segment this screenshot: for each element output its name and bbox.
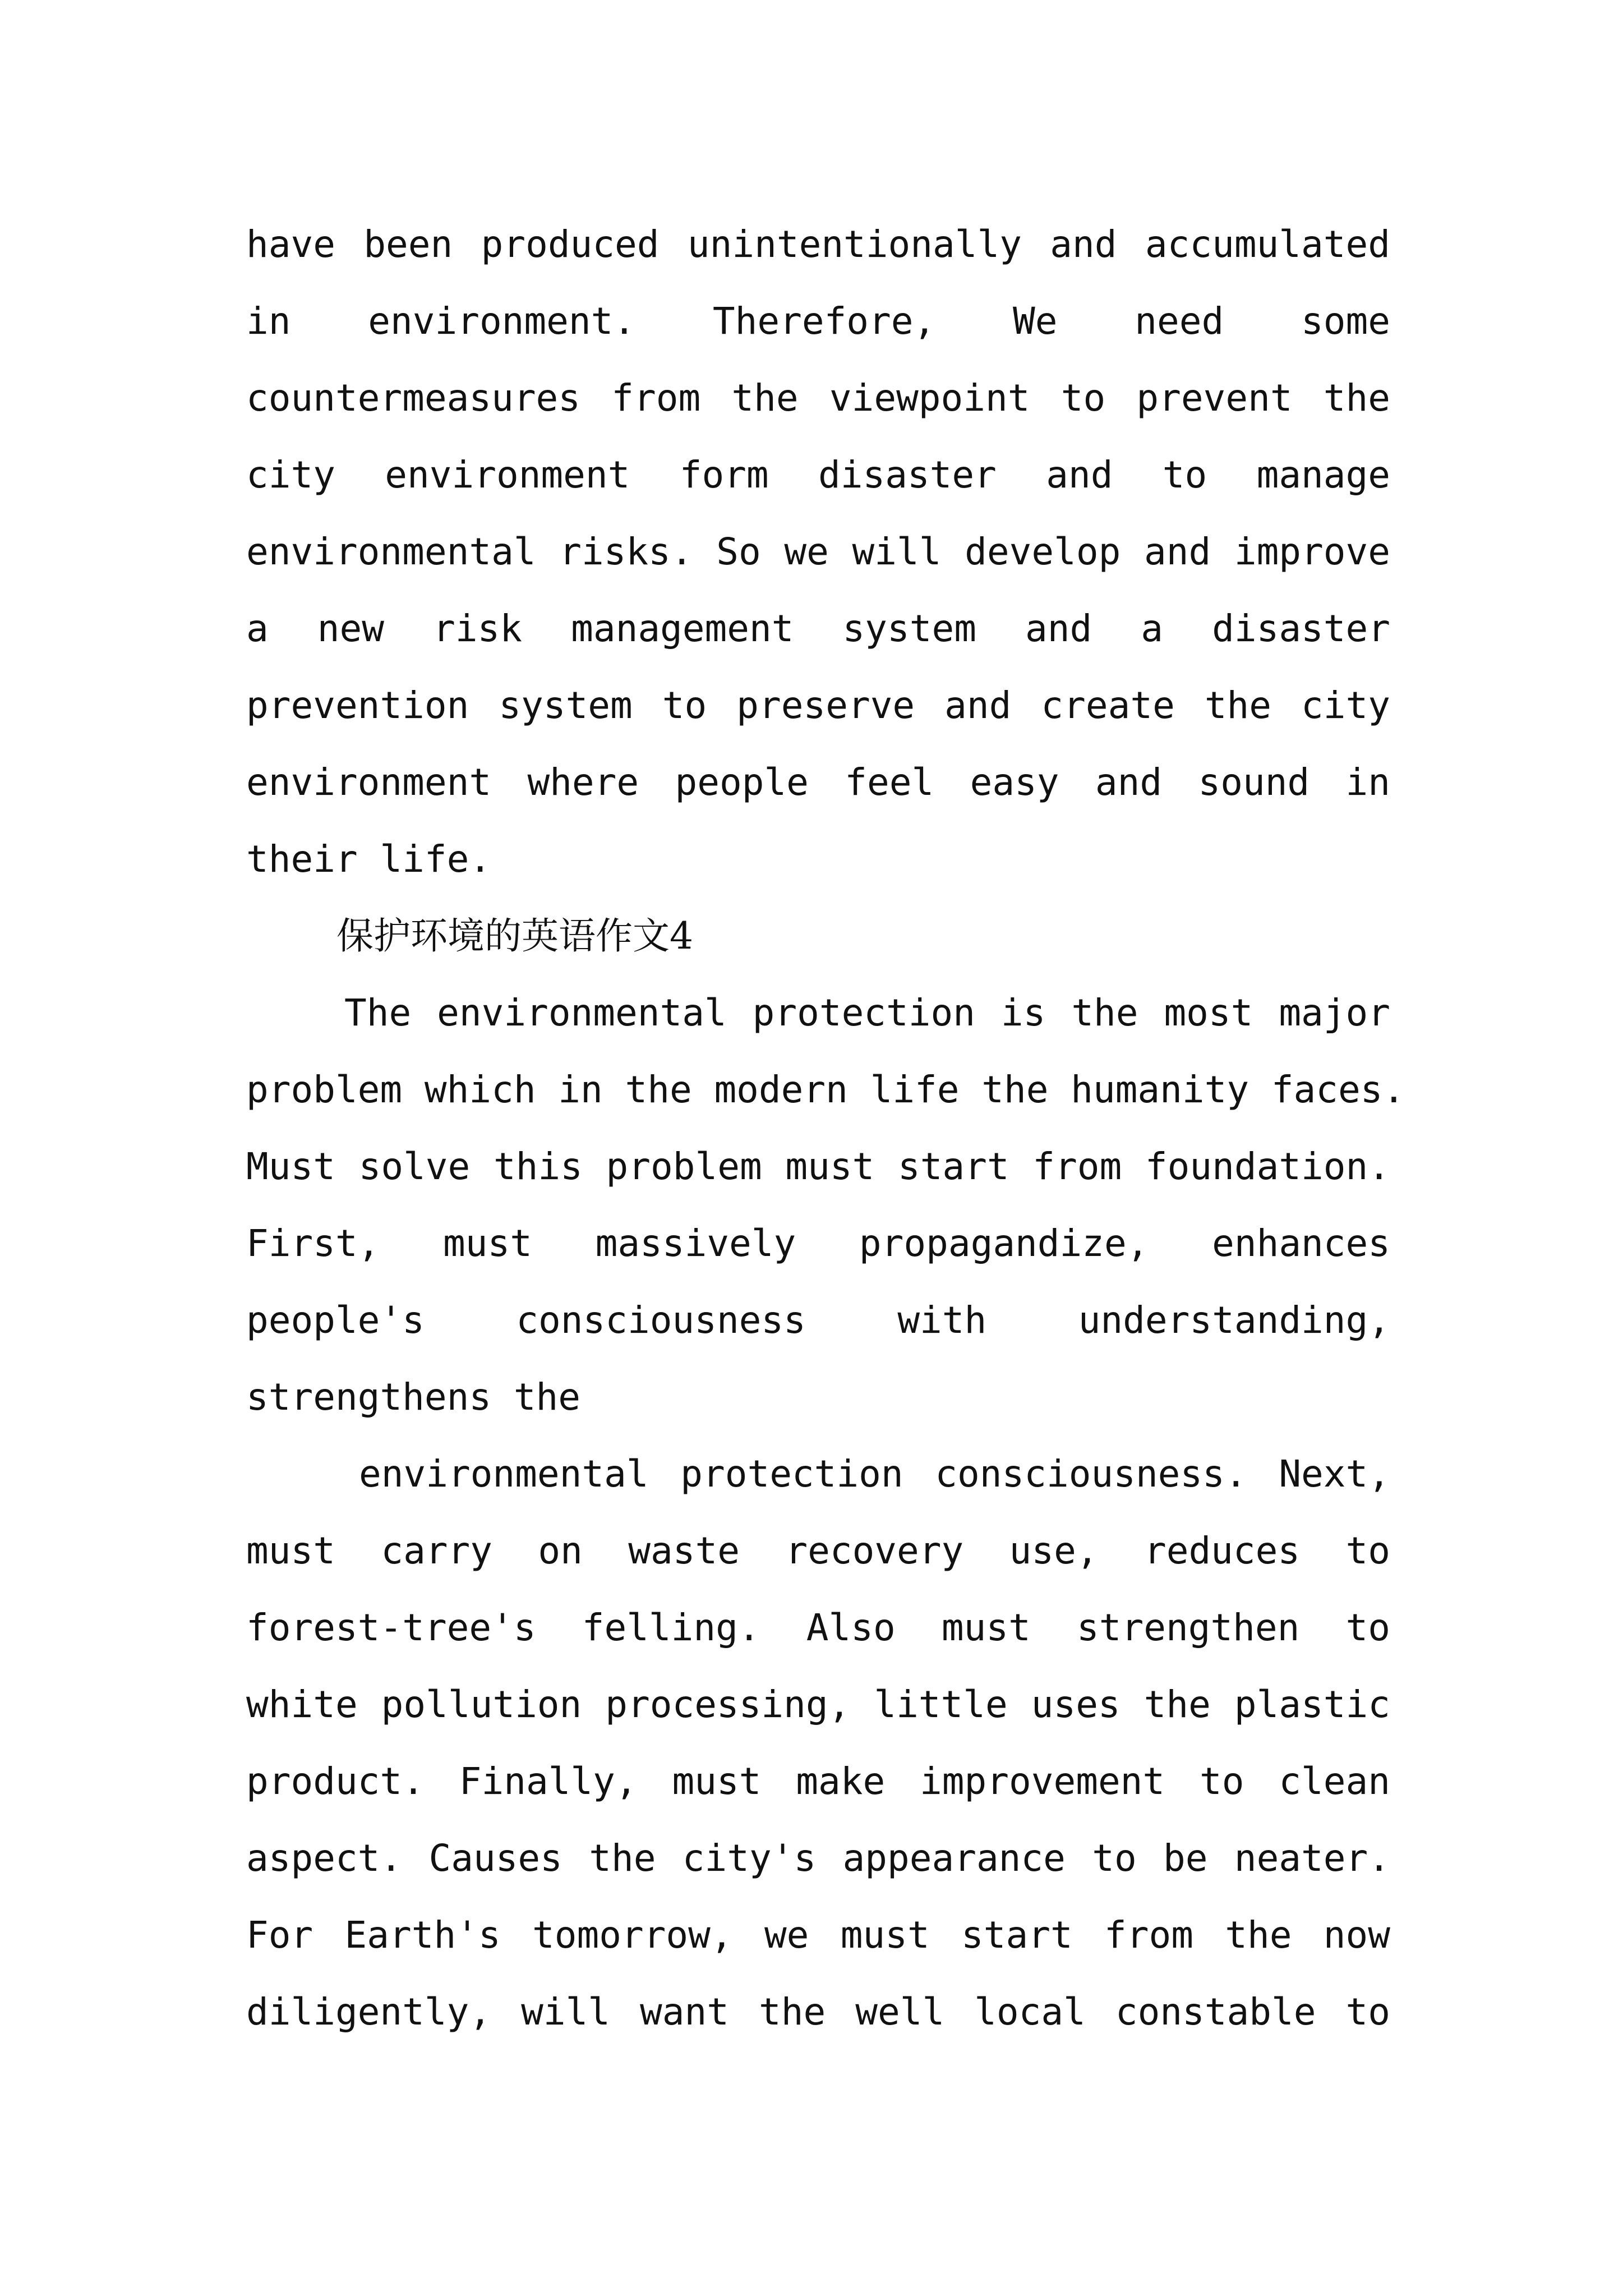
text-line: have been produced unintentionally and accumulated bbox=[246, 223, 1390, 266]
text-line: environmental protection consciousness. Next, bbox=[359, 1452, 1390, 1496]
text-line: diligently, will want the well local constable to bbox=[246, 1990, 1390, 2033]
text-line: product. Finally, must make improvement to clean bbox=[246, 1760, 1390, 1803]
text-line: For Earth's tomorrow, we must start from the now bbox=[246, 1913, 1390, 1957]
text-line: white pollution processing, little uses the plastic bbox=[246, 1683, 1390, 1726]
text-line: a new risk management system and a disaster bbox=[246, 607, 1390, 650]
text-line: forest-tree's felling. Also must strengthen to bbox=[246, 1606, 1390, 1649]
text-line: prevention system to preserve and create the city bbox=[246, 684, 1390, 727]
text-line: strengthens the bbox=[246, 1375, 581, 1419]
text-line: countermeasures from the viewpoint to prevent the bbox=[246, 376, 1390, 420]
text-line: in environment. Therefore, We need some bbox=[246, 300, 1390, 343]
text-line: their life. bbox=[246, 838, 492, 881]
text-line: people's consciousness with understanding, bbox=[246, 1299, 1390, 1342]
section-heading: 保护环境的英语作文4 bbox=[336, 914, 693, 958]
text-line: First, must massively propagandize, enhances bbox=[246, 1222, 1390, 1265]
text-line: The environmental protection is the most major bbox=[344, 991, 1390, 1034]
text-line: Must solve this problem must start from foundation. bbox=[246, 1145, 1390, 1188]
text-line: aspect. Causes the city's appearance to be neater. bbox=[246, 1837, 1390, 1880]
text-line: city environment form disaster and to manage bbox=[246, 453, 1390, 496]
text-line: problem which in the modern life the humanity faces. bbox=[246, 1068, 1405, 1111]
text-line: environmental risks. So we will develop and improve bbox=[246, 530, 1390, 573]
text-line: environment where people feel easy and sound in bbox=[246, 761, 1390, 804]
text-line: must carry on waste recovery use, reduces to bbox=[246, 1529, 1390, 1572]
